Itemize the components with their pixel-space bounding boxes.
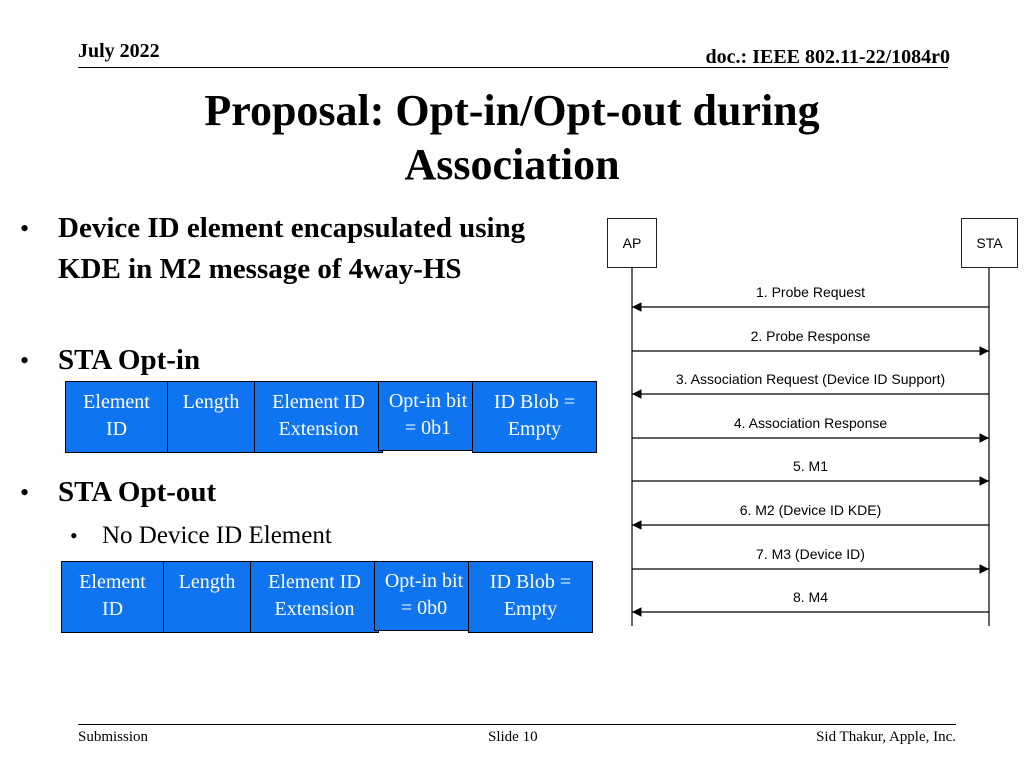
- message-label: 6. M2 (Device ID KDE): [739, 502, 882, 518]
- footer-slide-number: Slide 10: [488, 729, 538, 745]
- field-label-line2: = 0b0: [400, 597, 448, 619]
- ap-node: AP: [607, 218, 657, 268]
- message-label: 2. Probe Response: [750, 328, 871, 344]
- footer-submission: Submission: [78, 729, 149, 745]
- field-label-line2: Empty: [503, 598, 558, 620]
- bullet-marker: •: [20, 478, 30, 507]
- bullet-marker: •: [20, 346, 30, 375]
- field-label-line2: Extension: [274, 598, 355, 620]
- message-label: 3. Association Request (Device ID Support): [675, 371, 946, 387]
- message-label: 7. M3 (Device ID): [756, 546, 865, 562]
- footer-divider: [78, 724, 956, 725]
- field-label-line1: ID Blob =: [493, 391, 576, 413]
- footer-author: Sid Thakur, Apple, Inc.: [816, 729, 956, 745]
- bullet-text: STA Opt-in: [58, 344, 201, 376]
- message-label: 5. M1: [792, 458, 828, 474]
- bullet-text: Device ID element encapsulated using KDE in M2 message of 4way-HS: [58, 212, 526, 285]
- field-label-line2: ID: [101, 598, 124, 620]
- bullet-marker: •: [20, 214, 30, 243]
- message-label: 4. Association Response: [733, 415, 888, 431]
- field-label-line2: Extension: [278, 418, 359, 440]
- field-label-line1: ID Blob =: [489, 571, 572, 593]
- field-label-line2: Empty: [507, 418, 562, 440]
- bullet-text: No Device ID Element: [102, 522, 332, 549]
- slide-title-line2: Association: [404, 140, 620, 189]
- bullet-text: STA Opt-out: [58, 476, 217, 508]
- header-doc-id: doc.: IEEE 802.11-22/1084r0: [705, 46, 950, 68]
- field-label-line2: ID: [105, 418, 128, 440]
- field-label-line1: Length: [178, 571, 236, 593]
- message-label: 8. M4: [792, 589, 828, 605]
- field-label-line1: Element: [79, 571, 146, 593]
- field-label-line1: Opt-in bit: [388, 390, 468, 412]
- field-label-line1: Element ID: [268, 571, 361, 593]
- bullet-marker: •: [70, 523, 78, 548]
- field-label-line1: Opt-in bit: [384, 570, 464, 592]
- field-label-line2: = 0b1: [404, 417, 452, 439]
- header-date: July 2022: [78, 40, 160, 62]
- sta-node: STA: [961, 218, 1018, 268]
- field-label-line1: Element: [83, 391, 150, 413]
- field-label-line1: Length: [182, 391, 240, 413]
- slide-title-line1: Proposal: Opt-in/Opt-out during: [204, 86, 820, 135]
- field-label-line1: Element ID: [272, 391, 365, 413]
- message-label: 1. Probe Request: [756, 284, 865, 300]
